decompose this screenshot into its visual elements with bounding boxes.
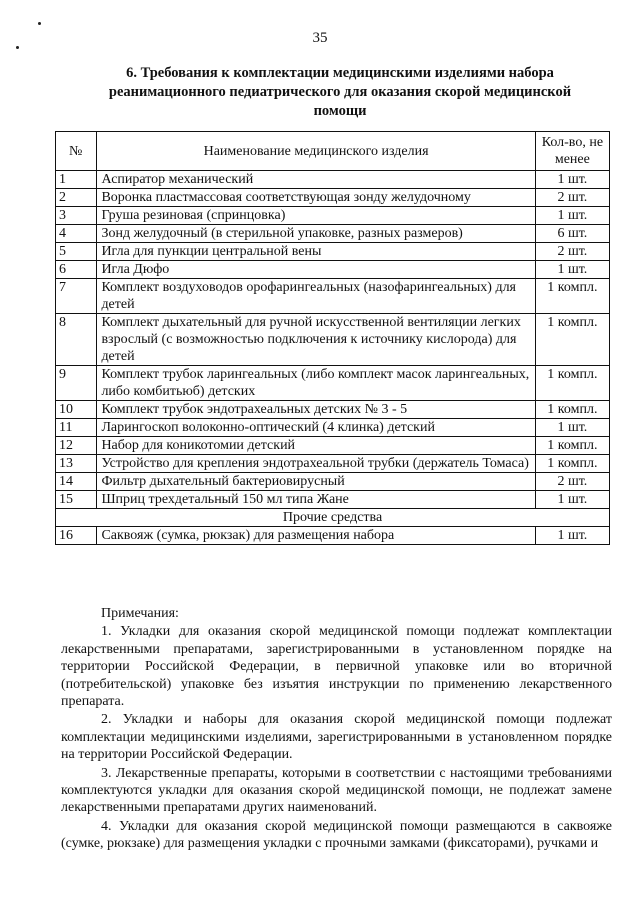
table-row [56, 401, 610, 419]
table-row [56, 207, 610, 225]
row-quantity: 1 шт. [535, 207, 609, 225]
note-paragraph: 3. Лекарственные препараты, которыми в соответствии с настоящими требованиями комплектуются укладки для оказания скорой медицинской помощи, не подлежат замене лекарственными препаратами других наименований. [61, 765, 612, 816]
notes-block [61, 605, 612, 853]
row-item-name: Комплект трубок ларингеальных (либо комплект масок ларингеальных, либо комбитьюб) детских [97, 366, 535, 401]
row-quantity: 6 шт. [535, 225, 609, 243]
section-label: Прочие средства [56, 509, 610, 527]
row-quantity: 1 шт. [535, 261, 609, 279]
row-quantity: 1 шт. [535, 491, 609, 509]
row-item-name: Комплект дыхательный для ручной искусственной вентиляции легких взрослый (с возможностью подключения к источнику кислорода) для детей [97, 314, 535, 366]
scan-speck [38, 22, 41, 25]
row-number: 12 [56, 437, 97, 455]
row-quantity: 1 компл. [535, 455, 609, 473]
row-number: 7 [56, 279, 97, 314]
row-item-name: Аспиратор механический [97, 171, 535, 189]
row-quantity: 1 компл. [535, 366, 609, 401]
row-item-name: Фильтр дыхательный бактериовирусный [97, 473, 535, 491]
table-header-row [56, 132, 610, 171]
table-row [56, 189, 610, 207]
row-number: 8 [56, 314, 97, 366]
table-row [56, 491, 610, 509]
table-section-row [56, 509, 610, 527]
row-item-name: Воронка пластмассовая соответствующая зонду желудочному [97, 189, 535, 207]
table-row [56, 171, 610, 189]
table-row [56, 527, 610, 545]
table-body-other [56, 527, 610, 545]
row-number: 3 [56, 207, 97, 225]
row-quantity: 1 компл. [535, 437, 609, 455]
row-number: 4 [56, 225, 97, 243]
row-quantity: 2 шт. [535, 473, 609, 491]
row-quantity: 1 шт. [535, 419, 609, 437]
note-paragraph: 1. Укладки для оказания скорой медицинской помощи подлежат комплектации лекарственными препаратами, зарегистрированными в установленном порядке на территории Российской Федерации, в первичной упаковке или во вторичной (потребительской) упаковке без изъятия инструкции по применению лекарственного препарата. [61, 624, 612, 710]
row-item-name: Груша резиновая (спринцовка) [97, 207, 535, 225]
row-item-name: Устройство для крепления эндотрахеальной трубки (держатель Томаса) [97, 455, 535, 473]
row-number: 11 [56, 419, 97, 437]
row-item-name: Игла для пункции центральной вены [97, 243, 535, 261]
table-row [56, 314, 610, 366]
row-number: 14 [56, 473, 97, 491]
row-item-name: Игла Дюфо [97, 261, 535, 279]
header-number: № [56, 132, 97, 171]
notes-heading: Примечания: [101, 606, 179, 621]
row-item-name: Зонд желудочный (в стерильной упаковке, разных размеров) [97, 225, 535, 243]
row-number: 2 [56, 189, 97, 207]
row-number: 13 [56, 455, 97, 473]
table-row [56, 243, 610, 261]
header-item-name: Наименование медицинского изделия [97, 132, 535, 171]
table-row [56, 225, 610, 243]
row-number: 1 [56, 171, 97, 189]
row-quantity: 1 компл. [535, 279, 609, 314]
row-item-name: Саквояж (сумка, рюкзак) для размещения набора [97, 527, 535, 545]
row-item-name: Ларингоскоп волоконно-оптический (4 клинка) детский [97, 419, 535, 437]
row-item-name: Набор для коникотомии детский [97, 437, 535, 455]
table-body [56, 171, 610, 509]
table-row [56, 437, 610, 455]
row-quantity: 2 шт. [535, 189, 609, 207]
row-item-name: Комплект трубок эндотрахеальных детских № 3 - 5 [97, 401, 535, 419]
table-row [56, 419, 610, 437]
table-row [56, 473, 610, 491]
row-number: 5 [56, 243, 97, 261]
table-row [56, 261, 610, 279]
equipment-table [55, 131, 610, 545]
header-quantity: Кол-во, не менее [535, 132, 609, 171]
section-title: 6. Требования к комплектации медицинскими изделиями набора реанимационного педиатрического для оказания скорой медицинской помощи [108, 65, 572, 119]
row-number: 9 [56, 366, 97, 401]
row-number: 6 [56, 261, 97, 279]
row-quantity: 1 компл. [535, 401, 609, 419]
row-item-name: Комплект воздуховодов орофарингеальных (назофарингеальных) для детей [97, 279, 535, 314]
row-quantity: 1 компл. [535, 314, 609, 366]
note-paragraph: 2. Укладки и наборы для оказания скорой медицинской помощи подлежат комплектации медицинскими изделиями, зарегистрированными в установленном порядке на территории Российской Федерации. [61, 712, 612, 763]
page-number: 35 [312, 30, 328, 46]
table-row [56, 279, 610, 314]
table-row [56, 455, 610, 473]
row-quantity: 1 шт. [535, 527, 609, 545]
row-number: 10 [56, 401, 97, 419]
row-number: 16 [56, 527, 97, 545]
row-quantity: 1 шт. [535, 171, 609, 189]
table-row [56, 366, 610, 401]
row-item-name: Шприц трехдетальный 150 мл типа Жане [97, 491, 535, 509]
note-paragraph: 4. Укладки для оказания скорой медицинской помощи размещаются в саквояже (сумке, рюкзаке) для размещения укладки с прочными замками (фиксаторами), ручками и [61, 818, 612, 852]
row-quantity: 2 шт. [535, 243, 609, 261]
row-number: 15 [56, 491, 97, 509]
